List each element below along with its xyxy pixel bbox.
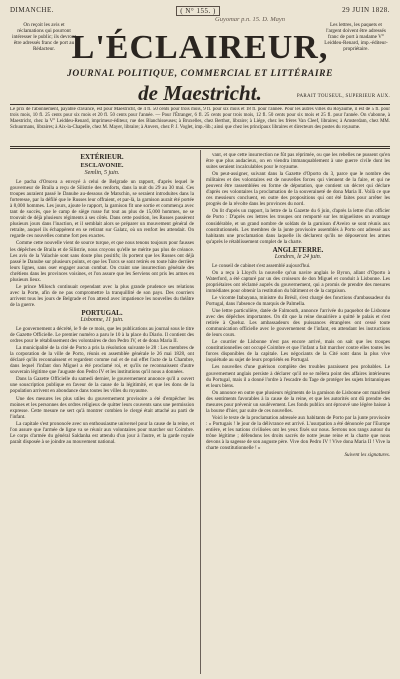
dateline: Londres, le 24 juin.: [274, 253, 322, 260]
article-paragraph: Le gouvernement a décrété, le 9 de ce mois, que les publications au journal sous le titre de Gazette Officielle. Le premier numéro a paru le 10 à la place du Diario. Il contient des ordres pour le rétablissement des volontaires de don Pedro IV, et de dona Maria II.: [10, 325, 194, 345]
issue-date: 29 JUIN 1828.: [342, 6, 390, 14]
header-rule-double: [10, 148, 390, 149]
dateline: Lisbonne, 11 juin.: [80, 316, 124, 323]
masthead-right-note: PARAIT TOUSEUL, SUPERIEUR AUX.: [296, 94, 390, 99]
article-paragraph: On a reçu à Lloyd's la nouvelle qu'un navire anglais le Byron, allant d'Oporto à Waterford, a été capturé par un des croiseurs de don Miguel et conduit à Lisbonne. Les propriétaires ont réclamé auprès du gouvernement, qui a promis de prendre des mesures immédiates pour obtenir la restitution du bâtiment et de la cargaison.: [206, 269, 390, 294]
newspaper-subtitle: JOURNAL POLITIQUE, COMMERCIAL ET LITTÉRAIRE: [66, 69, 334, 79]
section-heading: PORTUGAL.: [81, 308, 123, 317]
article-paragraph: Dans la Gazette Officielle du samedi dernier, le gouvernement annonce qu'il a ouvert une souscription publique en faveur de la cause de la légitimité, et que les dons de la population arrivent en abondance dans toutes les villes du royaume.: [10, 376, 194, 395]
article-paragraph: Les nouvelles d'une guérison complète des troubles paraissent peu probables. Le gouvernement anglais persiste à déclarer qu'il ne se mêlera point des affaires intérieures du Portugal, mais il a donné l'ordre à l'escadre du Tage de protéger les sujets britanniques et leurs biens.: [206, 364, 390, 389]
newspaper-city: de Maestricht.: [138, 81, 262, 105]
section-subheading: ESCLAVONIE.: [80, 162, 124, 169]
article-paragraph: Une des mesures les plus utiles du gouvernement provisoire a été d'empêcher les moines et les personnes des ordres religieux de quitter leurs couvents sans une permission expresse. Cette mesure ne sert qu'à montrer combien le clergé était attaché au parti de l'infant.: [10, 395, 194, 420]
section-heading: EXTÉRIEUR.: [80, 153, 124, 161]
notice-box-left: On reçoit les avis et réclamations qui pourront intéresser le public; ils devront être adressés franc de port au Rédacteur.: [12, 22, 76, 52]
issue-number: ( N° 155. ): [176, 6, 220, 16]
column-left: [10, 152, 194, 674]
article-paragraph: Le pacha d'Orsova a envoyé à celui de Belgrade un rapport, d'après lequel le gouverneur de Braila a reçu de Silistrie des renforts, dans la nuit du 29 au 30 mai. Ces troupes auraient passé le Danube au-dessous de Matschin, se seraient introduites dans la forteresse, par la défilé que le Russes leur offraient, et par-là, la garnison aurait été portée à 8,000 hommes. Les jours, ajoute le rapport, la garnison fit une sortie et commença avec tant de succès, que le camp de siège russe fut tout au plus de 15,000 hommes, ne se trouvait de déjà plusieurs régiments à ses côtés. Dans cette position, les Russes passèrent plusieurs jours dans l'inaction, et il semblait alors se préparer un mouvement général de retraite, auquel ils échappèrent en se retirant sur Galatz, où un renfort les attendait. On regarde ces nouvelles comme fort peu exactes.: [10, 179, 194, 240]
article-paragraph: Le courrier de Lisbonne n'est pas encore arrivé, mais on sait que les troupes constitutionnelles ont occupé Coimbre et que l'infant a fait marcher contre elles toutes les forces disponibles de la capitale. Les négociants de la Cité sont dans la plus vive inquiétude au sujet de leurs propriétés en Portugal.: [206, 339, 390, 364]
column-right: [206, 152, 390, 674]
masthead-rule: [10, 104, 390, 105]
article-paragraph: On annonce en outre que plusieurs régiments de la garnison de Lisbonne ont manifesté des sentiments favorables à la cause de la reine, et que les autorités ont dû prendre des mesures pour prévenir un soulèvement. Les fonds publics ont éprouvé une légère baisse à la bourse d'hier, par suite de ces nouvelles.: [206, 389, 390, 414]
handwritten-annotation: Guyomar p.n. 15. D. Mayn: [215, 16, 286, 23]
article-paragraph: On lit d'après un rapport, la lettre de la Gazette du 6 juin, d'après la lettre d'un officier de Porto : D'après ces lettres les troupes ont remporté sur les miguelistes un avantage considérable, et un grand nombre de soldats de la garnison d'Aveiro se sont réunis aux constitutionnels. Les membres de la junte provisoire assemblés à Porto ont adressé aux habitants une proclamation dans laquelle ils déclarent qu'ils ne déposeront les armes qu'après le rétablissement complet de la charte.: [206, 208, 390, 245]
article-paragraph: Voici le texte de la proclamation adressée aux habitants de Porto par la junte provisoire : « Portugais ! le jour de la délivrance est arrivé. L'usurpation a été dénoncée par l'Europe entière, et les nations civilisées ont les yeux fixés sur nous. Serrons nos rangs autour du trône légitime ; défendons les droits sacrés de notre jeune reine et la charte que nous devons à la sagesse de son auguste père. Vive don Pedro IV ! Vive dona Maria II ! Vive la charte constitutionnelle ! »: [206, 414, 390, 452]
newspaper-title: L'ÉCLAIREUR,: [71, 29, 329, 66]
article-paragraph: La capitale s'est prononcée avec un enthousiasme universel pour la cause de la reine, et l'on assure que l'armée de ligne va se réunir aux volontaires pour marcher sur Coimbre. Le corps d'armée du général Saldanha est attendu d'un jour à l'autre, et la garde royale paraît disposée à se joindre au mouvement national.: [10, 420, 194, 445]
notice-box-right: Les lettres, les paquets et l'argent doivent être adressés franc de port à madame V° Leiddeu-Renard, imp.-éditeur-propriétaire.: [324, 22, 388, 52]
article-paragraph: Le conseil de cabinet s'est assemblé aujourd'hui.: [212, 262, 311, 269]
article-paragraph: Le vicomte Itabayana, ministre du Brésil, s'est chargé des fonctions d'ambassadeur du Portugal, dans l'absence du marquis de Palmella.: [206, 294, 390, 307]
signature-note: Suivent les signatures.: [344, 452, 390, 459]
masthead-topline: [10, 6, 390, 16]
article-paragraph: On peut-assigner, suivant dans la Gazette d'Oporto du 3, parce que le nombre des militaires et des volontaires est de nouvelles forces qui viennent de la faire, et qui ne peuvent être rassemblées en forme de députation, que contient un décret qui déclare d'après ces volontaires la proclamation de la souveraineté de dona Maria II. Voilà ce que ces messieurs concluent, en outre des propositions qui ont été faites pour arrêter les progrès de la révolte dans les provinces du nord.: [206, 171, 390, 208]
article-paragraph: La municipalité de la cité de Porto a pris la résolution suivante le 28 : Les membres de la corporation de la ville de Porto, réunis en assemblée générale le 26 mai 1828, ont déclaré qu'ils reconnaissent et regardent comme nul et de nul effet l'acte de la Chambre, dans lequel l'infant don Miguel a été proclamé roi, et qu'ils ne reconnaissent d'autre souverain légitime que l'auguste don Pedro IV et les institutions qu'il nous a données.: [10, 345, 194, 376]
subscription-notice: Le prix de l'abonnement, payable d'avance, est pour Maestricht, de 4 fl. 50 cents pour trois mois, 9 fl. pour six mois et 18 fl. pour l'année. Pour les autres villes du Royaume, il est de 5 fl. pour trois mois, 10 fl. 25 cents pour six mois et 20 fl. 50 cents pour l'année. — Pour l'Étranger, 6 fl. 25 cents pour trois mois, 12 fl. 50 cents pour six mois et 25 fl. pour l'année. On s'abonne, à Maestricht, chez la V° Leiddeu-Renard, imprimeur-éditeur, rue des Blanchisseuses; à Bruxelles, chez Berthot, libraire; à Liége, chez les frères Van Cleef, libraires; à Amsterdam, chez MM. Schuurmans, libraires; à Aix-la-Chapelle, chez M. Mayer, libraire; à Anvers, chez P. J. Voglet, imp.-lib.; ainsi que chez les principaux libraires et directeurs des postes du royaume.: [10, 107, 390, 130]
article-paragraph: vant, et que cette insurrection ne fût pas réprimée, ou que les rebelles ne pussent qu'en être que plus audacieux, on en viendra immanquablement à une guerre civile dont les suites seraient incalculables pour le royaume.: [206, 152, 390, 171]
issue-day: DIMANCHE.: [10, 6, 54, 14]
column-divider: [200, 150, 201, 674]
dateline: Semlin, 5 juin.: [84, 170, 120, 176]
header-rule: [10, 146, 390, 147]
section-heading: ANGLETERRE.: [272, 245, 324, 254]
article-paragraph: Comme cette nouvelle vient de source turque, et que nous tenons toujours pour fausses les dépêches de Braila et de Silistrie, nous croyons qu'elle ne mérite pas plus de créance. Les avis de la Valachie sont sans doute plus positifs; ils portent que les Russes ont déjà passé le Danube sur plusieurs points, et que les Turcs se sont retirés en toute hâte derrière leurs lignes, sans oser engager aucun combat. On craint une insurrection générale des chrétiens dans les provinces voisines, et l'on assure que les Serviens ont pris les armes en plusieurs lieux.: [10, 240, 194, 283]
article-paragraph: Le prince Milosch continuait cependant avec la plus grande prudence ses relations avec la Porte, afin de ne pas compromettre la tranquillité de son pays. Des courriers arrivent tous les jours de Belgrade et l'on attend avec impatience les nouvelles du théâtre de la guerre.: [10, 283, 194, 308]
article-paragraph: Une lettre particulière, datée de Falmouth, annonce l'arrivée du paquebot de Lisbonne avec des dépêches importantes. On dit que la reine douairière a quitté le palais et s'est retirée à Queluz. Les ambassadeurs des puissances étrangères ont cessé toute communication officielle avec le gouvernement de l'infant, en attendant les instructions de leurs cours.: [206, 308, 390, 339]
